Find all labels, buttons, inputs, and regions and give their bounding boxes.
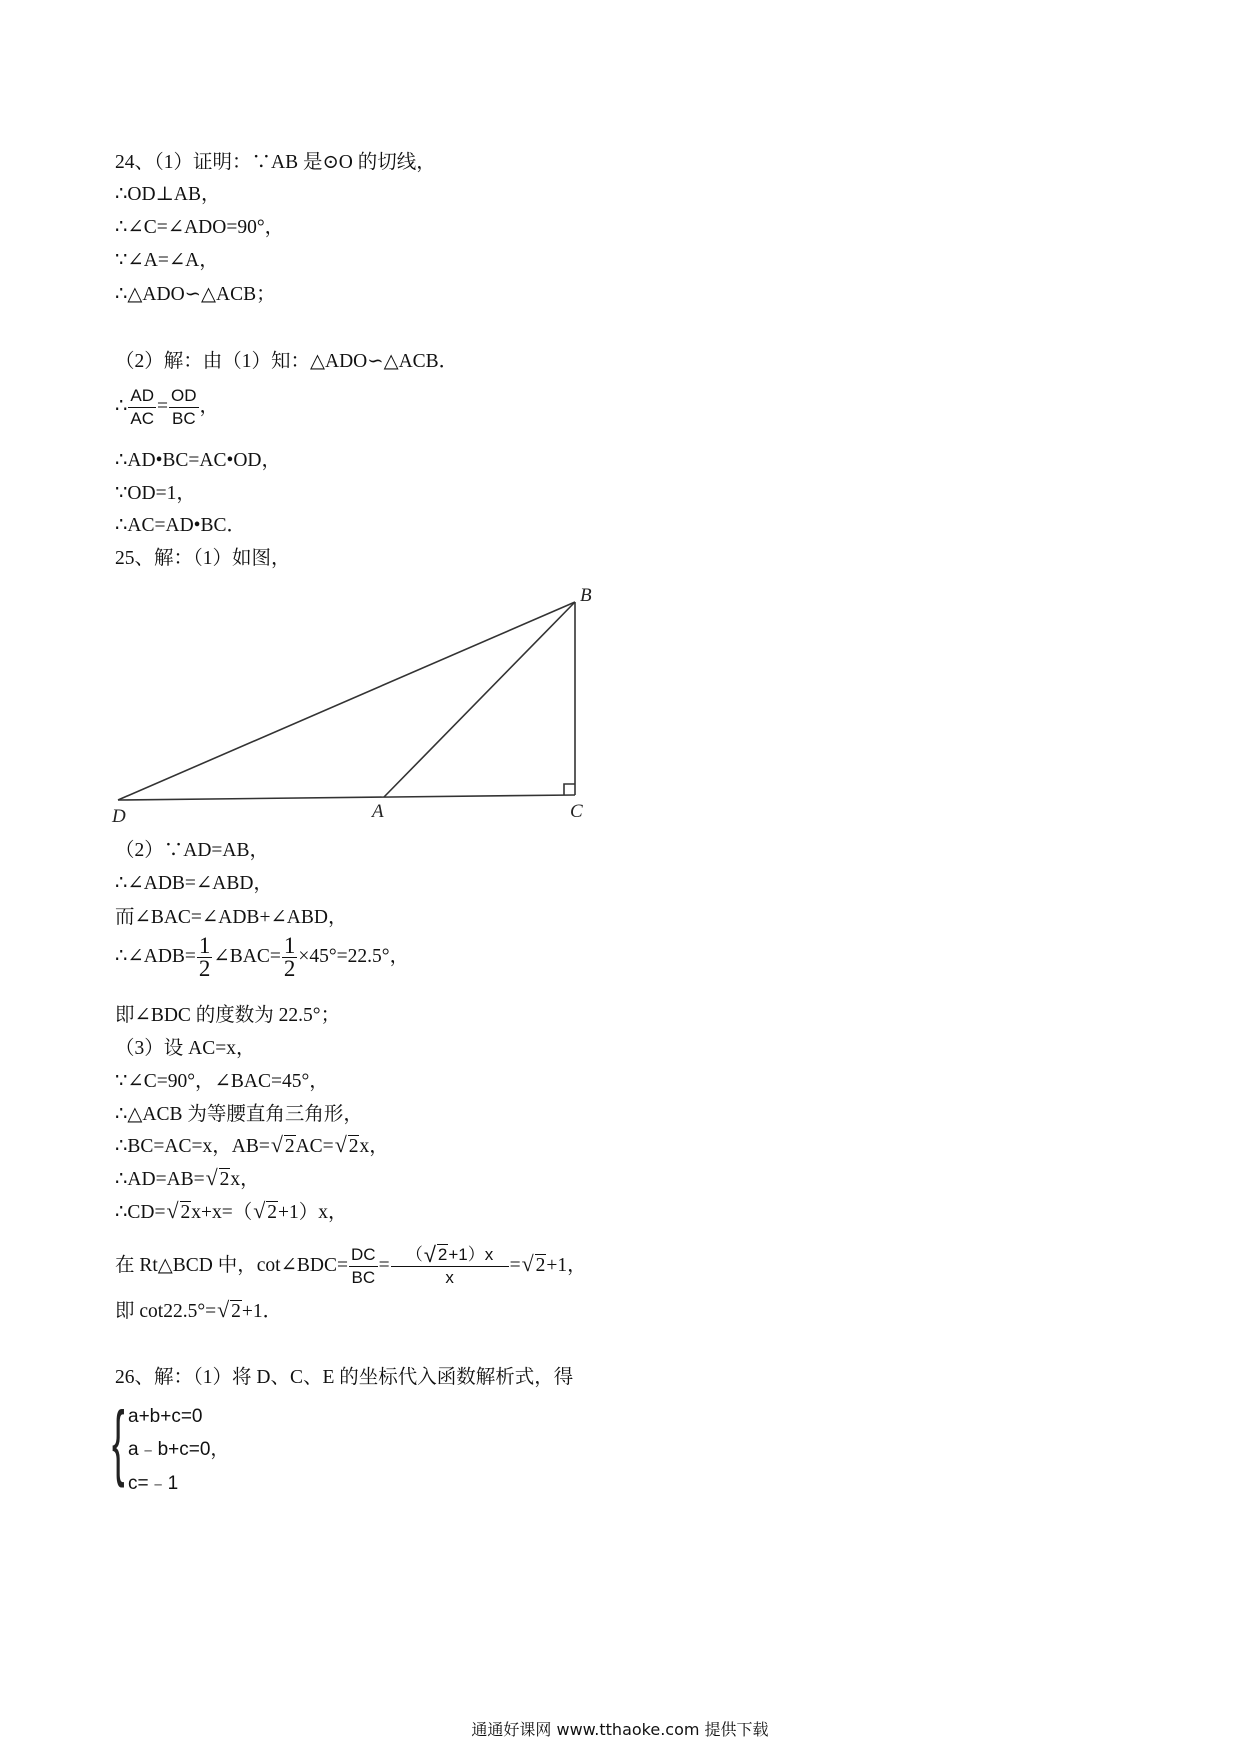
sqrt-expression — [521, 1250, 547, 1279]
q25-line-14 — [115, 1299, 282, 1325]
text-segment: ∴CD= — [115, 1202, 166, 1223]
q25-line-12 — [115, 1200, 348, 1226]
fraction-numerator: 1 — [198, 933, 211, 958]
triangle-figure — [100, 575, 620, 825]
q24-line-3: ∴∠C=∠ADO=90°， — [115, 217, 285, 238]
q25-line-11 — [115, 1167, 260, 1193]
q25-half-angle-line — [115, 935, 409, 980]
fraction-numerator: 1 — [283, 933, 296, 958]
q25-line-4: 而∠BAC=∠ADB+∠ABD， — [115, 907, 348, 928]
sqrt-symbol: √ — [423, 1242, 436, 1267]
q25-line-9: ∴△ACB 为等腰直角三角形， — [115, 1104, 363, 1125]
q24-ratio-line — [115, 385, 219, 430]
sqrt-symbol: √ — [166, 1198, 179, 1223]
sqrt-symbol: √ — [217, 1297, 230, 1322]
system-equation-3: c=﹣1 — [128, 1473, 179, 1494]
comma: ， — [199, 395, 220, 417]
right-angle-mark — [564, 784, 575, 795]
fraction-denominator: 2 — [198, 956, 211, 981]
text-segment: ∴AD=AB= — [115, 1169, 205, 1190]
radicand: 2 — [219, 1169, 230, 1190]
sqrt-expression — [271, 1134, 296, 1160]
text-segment: ∴∠ADB= — [115, 945, 196, 967]
system-equation-2: a﹣b+c=0， — [128, 1439, 230, 1460]
equation-system-brace: { — [112, 1394, 125, 1488]
fraction-cd-over-x — [391, 1244, 509, 1289]
sqrt-expression — [206, 1167, 231, 1193]
text-segment: ∴BC=AC=x，AB= — [115, 1136, 270, 1157]
q26-line-1: 26、解：（1）将 D、C、E 的坐标代入函数解析式，得 — [115, 1367, 574, 1388]
text-segment: ∠BAC= — [213, 945, 281, 967]
q25-line-8: ∵∠C=90°，∠BAC=45°， — [115, 1071, 329, 1092]
page-footer: 通通好课网 www.tthaoke.com 提供下载 — [471, 1720, 769, 1739]
radicand: 2 — [348, 1136, 359, 1157]
q25-line-10 — [115, 1134, 389, 1160]
text-segment: +1）x — [448, 1245, 494, 1264]
text-segment: x+x=（ — [191, 1202, 253, 1223]
sqrt-symbol: √ — [253, 1198, 266, 1223]
text-segment: 在 Rt△BCD 中，cot∠BDC= — [115, 1254, 349, 1276]
q25-line-1: 25、解：（1）如图， — [115, 548, 291, 569]
q24-line-4: ∵∠A=∠A， — [115, 250, 219, 271]
radicand: 2 — [231, 1301, 241, 1322]
sqrt-symbol: √ — [521, 1250, 534, 1276]
fraction-one-half — [282, 935, 298, 980]
segment-dc — [118, 795, 575, 800]
fraction-numerator: AD — [128, 385, 156, 408]
q25-line-6: 即∠BDC 的度数为 22.5°； — [115, 1005, 341, 1026]
fraction-dc-bc — [349, 1244, 378, 1289]
radicand: 2 — [180, 1202, 191, 1223]
label-b: B — [580, 585, 592, 606]
fraction-od-bc — [169, 385, 199, 430]
text-segment: AC= — [295, 1136, 334, 1157]
fraction-denominator: BC — [171, 409, 196, 428]
q24-line-8: ∴AD•BC=AC•OD， — [115, 450, 281, 471]
system-equation-1: a+b+c=0 — [128, 1406, 203, 1427]
sqrt-symbol: √ — [334, 1132, 347, 1157]
text-segment: +1）x， — [278, 1202, 348, 1223]
equals-sign: = — [157, 395, 169, 417]
text-segment: = — [509, 1254, 521, 1276]
sqrt-expression — [253, 1200, 278, 1226]
q25-cot-line — [115, 1244, 587, 1289]
segment-ab — [384, 602, 575, 797]
fraction-ad-ac — [128, 385, 156, 430]
text-segment: x， — [359, 1136, 389, 1157]
q25-line-3: ∴∠ADB=∠ABD， — [115, 873, 273, 894]
sqrt-expression — [167, 1200, 192, 1226]
radicand: 2 — [437, 1245, 448, 1264]
label-c: C — [570, 801, 583, 822]
sqrt-expression — [217, 1299, 242, 1325]
q24-line-5: ∴△ADO∽△ACB； — [115, 284, 276, 305]
equals-sign: = — [378, 1254, 390, 1276]
q24-line-6: （2）解：由（1）知：△ADO∽△ACB． — [115, 351, 459, 372]
radicand: 2 — [284, 1136, 295, 1157]
fraction-numerator: OD — [169, 385, 199, 408]
q24-line-2: ∴OD⊥AB， — [115, 184, 221, 205]
therefore-symbol: ∴ — [115, 395, 128, 417]
label-a: A — [372, 801, 384, 822]
fraction-denominator: AC — [130, 409, 155, 428]
q24-line-9: ∵OD=1， — [115, 483, 196, 504]
q24-line-1: 24、（1）证明：∵AB 是⊙O 的切线， — [115, 152, 436, 173]
fraction-denominator: x — [445, 1268, 454, 1287]
sqrt-symbol: √ — [205, 1165, 218, 1190]
sqrt-expression — [424, 1244, 448, 1266]
sqrt-symbol: √ — [270, 1132, 283, 1157]
text-segment: ×45°=22.5°， — [298, 945, 410, 967]
q24-line-10: ∴AC=AD•BC． — [115, 515, 246, 536]
text-segment: 即 cot22.5°= — [115, 1301, 217, 1322]
text-segment: +1， — [546, 1254, 587, 1276]
text-segment: （ — [405, 1245, 423, 1264]
fraction-denominator: 2 — [283, 956, 296, 981]
q25-line-7: （3）设 AC=x， — [115, 1038, 256, 1059]
q25-line-2: （2）∵AD=AB， — [115, 840, 270, 861]
sqrt-expression — [335, 1134, 360, 1160]
text-segment: +1． — [241, 1301, 283, 1322]
text-segment: x， — [230, 1169, 260, 1190]
fraction-numerator — [391, 1244, 509, 1267]
radicand: 2 — [267, 1202, 277, 1223]
fraction-one-half — [197, 935, 213, 980]
label-d: D — [112, 806, 126, 825]
segment-db — [118, 602, 575, 800]
radicand: 2 — [535, 1254, 546, 1276]
fraction-denominator: BC — [351, 1268, 376, 1287]
fraction-numerator: DC — [349, 1244, 378, 1267]
